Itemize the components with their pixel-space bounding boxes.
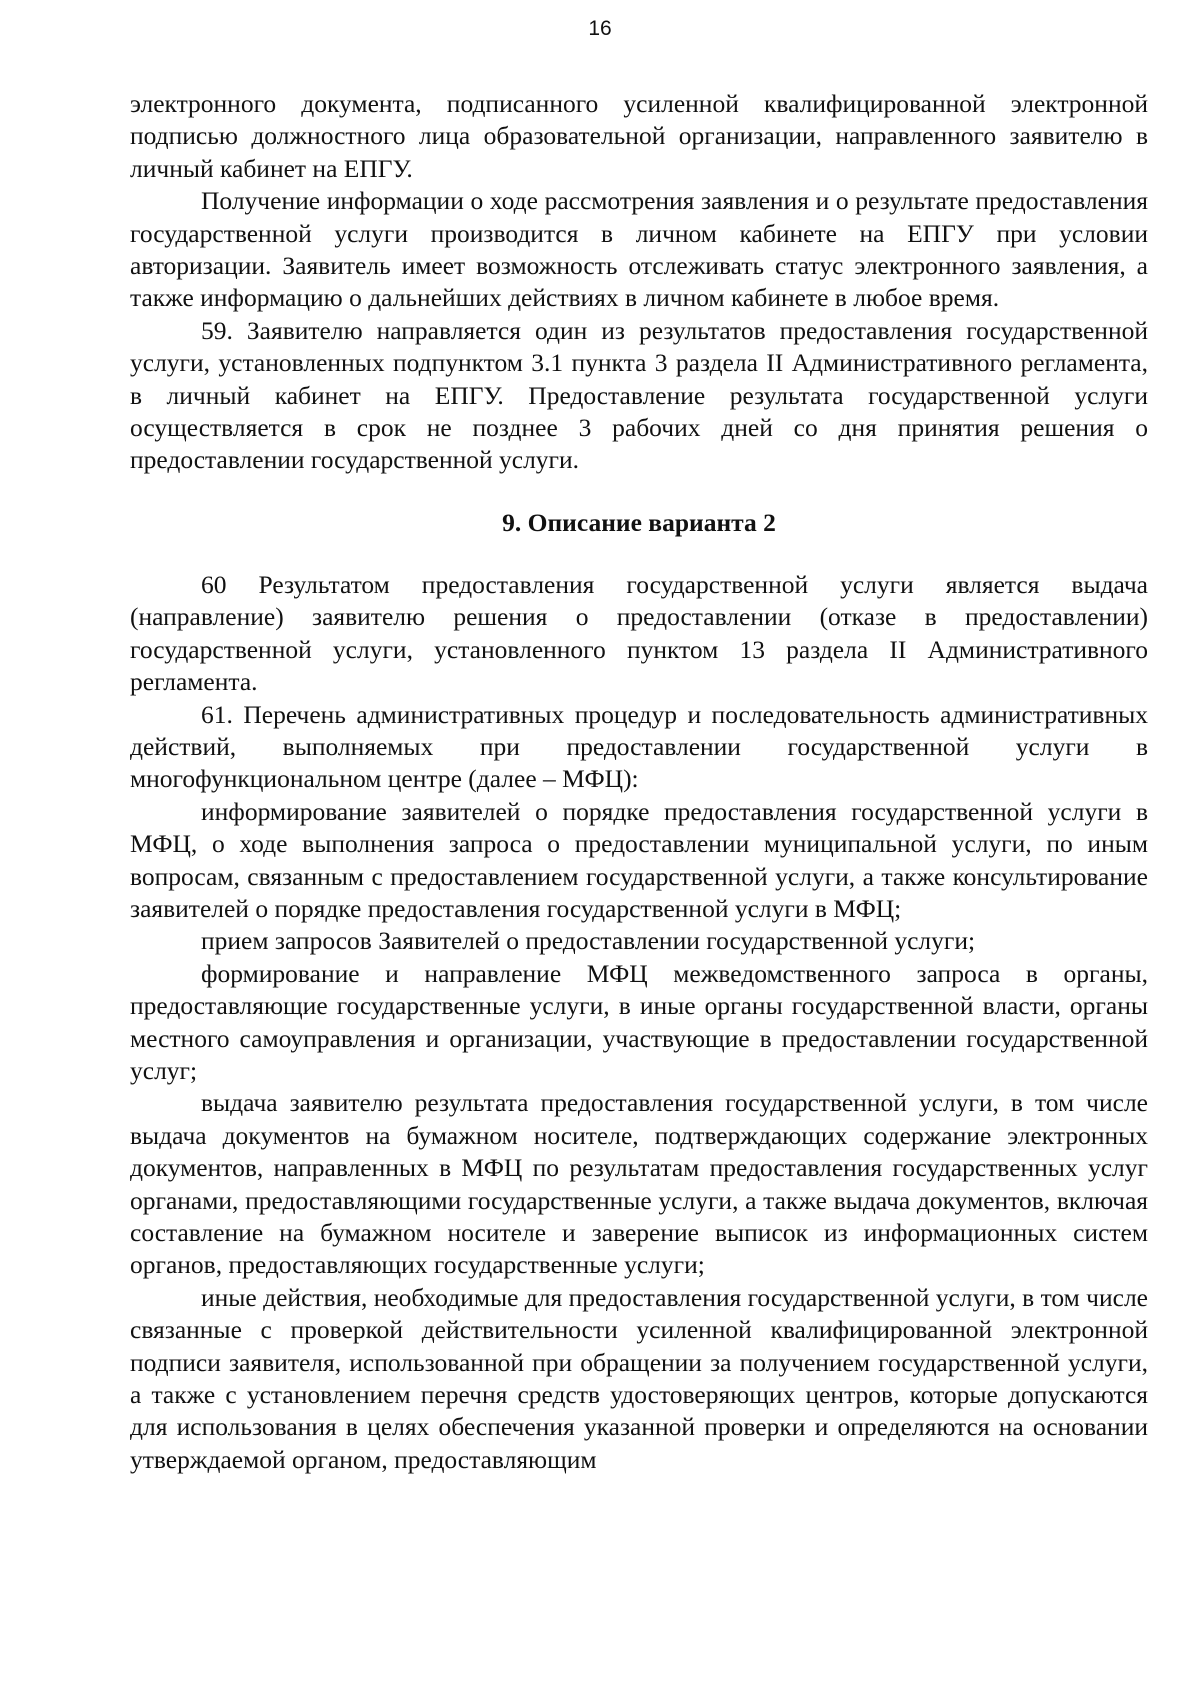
section-heading: 9. Описание варианта 2: [502, 507, 776, 537]
page-number: 16: [588, 17, 612, 40]
paragraph-continuation: электронного документа, подписанного усиленной квалифицированной электронной подписью должностного лица образовательной организации, направленного заявителю в личный кабинет на ЕПГУ.: [130, 89, 1148, 183]
list-item-other-actions: иные действия, необходимые для предоставления государственной услуги, в том числе связанные с проверкой действительности усиленной квалифицированной электронной подписи заявителя, использованной при обращении за получением государственной услуги, а также с установлением перечня средств удостоверяющих центров, которые допускаются для использования в целях обеспечения указанной проверки и определяются на основании утверждаемой органом, предоставляющим: [130, 1282, 1148, 1474]
list-item-reception: прием запросов Заявителей о предоставлении государственной услуги;: [201, 926, 976, 956]
paragraph-status-info: Получение информации о ходе рассмотрения заявления и о результате предоставления государственной услуги производится в личном кабинете на ЕПГУ при условии авторизации. Заявитель имеет возможность отслеживать статус электронного заявления, а также информацию о дальнейших действиях в личном кабинете в любое время.: [130, 186, 1148, 313]
paragraph-60: 60 Результатом предоставления государственной услуги является выдача (направление) заявителю решения о предоставлении (отказе в предоставлении) государственной услуги, установленного пунктом 13 раздела II Административного регламента.: [130, 569, 1148, 697]
list-item-interagency-request: формирование и направление МФЦ межведомственного запроса в органы, предоставляющие государственные услуги, в иные органы государственной власти, органы местного самоуправления и организации, участвующие в предоставлении государственной услуг;: [130, 958, 1148, 1085]
paragraph-61: 61. Перечень административных процедур и последовательность административных действий, выполняемых при предоставлении государственной услуги в многофункциональном центре (далее – МФЦ):: [130, 699, 1148, 794]
paragraph-59: 59. Заявителю направляется один из результатов предоставления государственной услуги, установленных подпунктом 3.1 пункта 3 раздела II Административного регламента, в личный кабинет на ЕПГУ. Предоставление результата государственной услуги осуществляется в срок не позднее 3 рабочих дней со дня принятия решения о предоставлении государственной услуги.: [130, 315, 1148, 475]
list-item-issuance: выдача заявителю результата предоставления государственной услуги, в том числе выдача документов на бумажном носителе, подтверждающих содержание электронных документов, направленных в МФЦ по результатам предоставления государственных услуг органами, предоставляющими государственные услуги, а также выдача документов, включая составление на бумажном носителе и заверение выписок из информационных систем органов, предоставляющих государственные услуги;: [130, 1088, 1148, 1280]
list-item-informing: информирование заявителей о порядке предоставления государственной услуги в МФЦ, о ходе выполнения запроса о предоставлении муниципальной услуги, по иным вопросам, связанным с предоставлением государственной услуги, а также консультирование заявителей о порядке предоставления государственной услуги в МФЦ;: [130, 796, 1148, 923]
document-body: [130, 88, 1148, 1476]
